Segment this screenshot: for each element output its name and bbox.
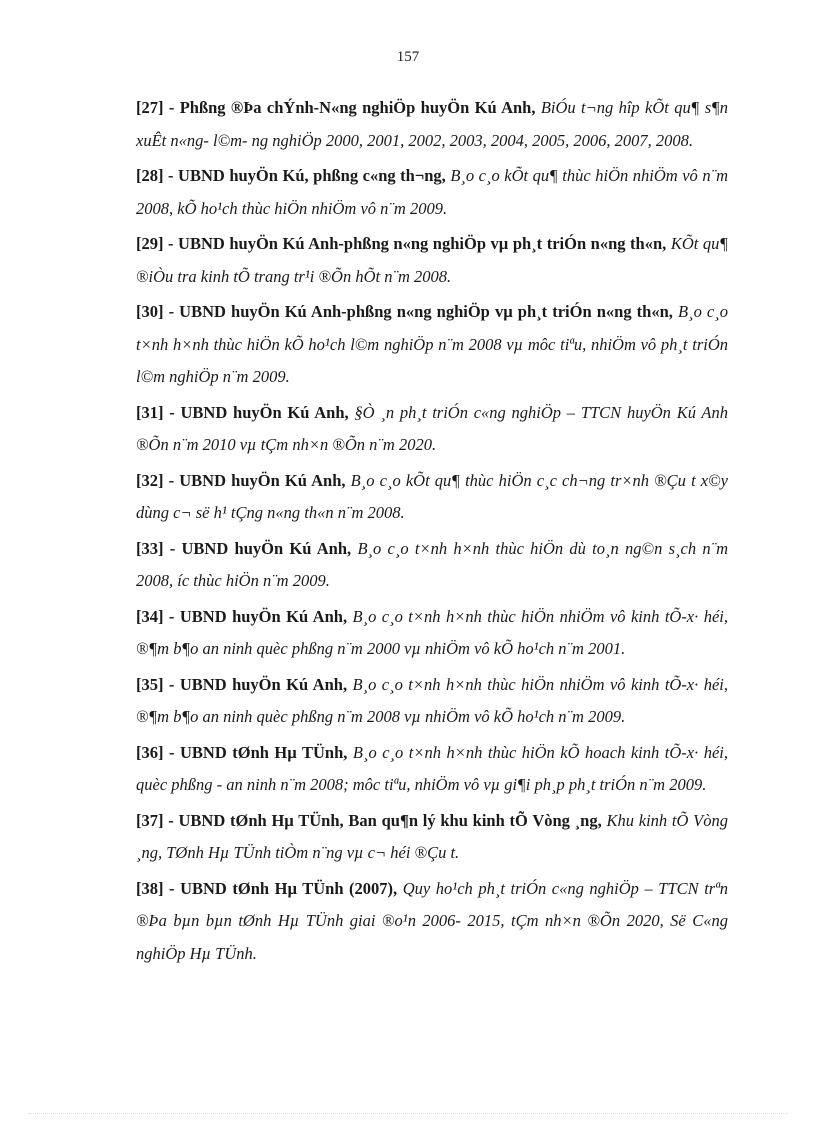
reference-list <box>136 92 728 973</box>
reference-title: B¸o c¸o kÕt qu¶ thùc hiÖn nhiÖm vô n¨m 2008, kÕ ho¹ch thùc hiÖn nhiÖm vô n¨m 2009. <box>136 166 728 218</box>
reference-item <box>136 296 728 394</box>
reference-title: B¸o c¸o t×nh h×nh thùc hiÖn nhiÖm vô kinh tÕ-x· héi, ®¶m b¶o an ninh quèc phßng n¨m 2000 vµ nhiÖm vô kÕ ho¹ch n¨m 2001. <box>136 606 728 658</box>
reference-title: §Ò ¸n ph¸t triÓn c«ng nghiÖp – TTCN huyÖn Kú Anh ®Õn n¨m 2010 vµ tÇm nh×n ®Õn n¨m 2020. <box>136 402 728 454</box>
reference-title: Quy ho¹ch ph¸t triÓn c«ng nghiÖp – TTCN trªn ®Þa bµn bµn tØnh Hµ TÜnh giai ®o¹n 2006- 2015, tÇm nh×n ®Õn 2020, Së C«ng nghiÖp Hµ TÜnh. <box>136 878 728 963</box>
reference-item <box>136 533 728 598</box>
reference-title: B¸o c¸o t×nh h×nh thùc hiÖn kÕ ho¹ch l©m nghiÖp n¨m 2008 vµ môc tiªu, nhiÖm vô ph¸t triÓn l©m nghiÖp n¨m 2009. <box>136 302 728 386</box>
reference-title: B¸o c¸o t×nh h×nh thùc hiÖn kÕ hoach kinh tÕ-x· héi, quèc phßng - an ninh n¨m 2008; môc tiªu, nhiÖm vô vµ gi¶i ph¸p ph¸t triÓn n¨m 2009. <box>136 742 728 794</box>
reference-title: BiÓu t¬ng hîp kÕt qu¶ s¶n xuÊt n«ng- l©m- ng nghiÖp 2000, 2001, 2002, 2003, 2004, 2005, 2006, 2007, 2008. <box>136 98 728 150</box>
reference-author: [36] - UBND tØnh Hµ TÜnh, <box>136 742 353 762</box>
reference-title: B¸o c¸o kÕt qu¶ thùc hiÖn c¸c ch¬ng tr×nh ®Çu t x©y dùng c¬ së h¹ tÇng n«ng th«n n¨m 2008. <box>136 470 728 522</box>
reference-title: Khu kinh tÕ Vòng ¸ng, TØnh Hµ TÜnh tiÒm n¨ng vµ c¬ héi ®Çu t. <box>136 810 728 862</box>
reference-author: [32] - UBND huyÖn Kú Anh, <box>136 470 351 490</box>
page-bottom-divider <box>28 1113 788 1114</box>
reference-item <box>136 465 728 530</box>
reference-item <box>136 737 728 802</box>
page-number: 157 <box>396 49 420 65</box>
reference-title: B¸o c¸o t×nh h×nh thùc hiÖn dù to¸n ng©n s¸ch n¨m 2008, íc thùc hiÖn n¨m 2009. <box>136 538 728 590</box>
reference-item <box>136 160 728 225</box>
reference-author: [29] - UBND huyÖn Kú Anh-phßng n«ng nghiÖp vµ ph¸t triÓn n«ng th«n, <box>136 234 671 253</box>
reference-author: [34] - UBND huyÖn Kú Anh, <box>136 606 353 626</box>
reference-title: KÕt qu¶ ®iÒu tra kinh tÕ trang tr¹i ®Õn hÕt n¨m 2008. <box>136 234 729 286</box>
reference-item <box>136 228 728 293</box>
reference-author: [31] - UBND huyÖn Kú Anh, <box>136 402 355 422</box>
reference-item <box>136 805 728 870</box>
reference-item <box>136 873 728 971</box>
reference-author: [30] - UBND huyÖn Kú Anh-phßng n«ng nghiÖp vµ ph¸t triÓn n«ng th«n, <box>136 302 678 321</box>
reference-item <box>136 669 728 734</box>
reference-author: [33] - UBND huyÖn Kú Anh, <box>136 538 358 558</box>
reference-author: [35] - UBND huyÖn Kú Anh, <box>136 674 353 694</box>
reference-author: [27] - Phßng ®Þa chÝnh-N«ng nghiÖp huyÖn Kú Anh, <box>136 98 541 117</box>
reference-author: [28] - UBND huyÖn Kú, phßng c«ng th¬ng, <box>136 166 451 185</box>
reference-item <box>136 601 728 666</box>
reference-author: [37] - UBND tØnh Hµ TÜnh, Ban qu¶n lý khu kinh tÕ Vòng ¸ng, <box>136 810 607 830</box>
reference-author: [38] - UBND tØnh Hµ TÜnh (2007), <box>136 878 403 898</box>
reference-title: B¸o c¸o t×nh h×nh thùc hiÖn nhiÖm vô kinh tÕ-x· héi, ®¶m b¶o an ninh quèc phßng n¨m 2008 vµ nhiÖm vô kÕ ho¹ch n¨m 2009. <box>136 674 728 726</box>
reference-item <box>136 397 728 462</box>
reference-item <box>136 92 728 157</box>
